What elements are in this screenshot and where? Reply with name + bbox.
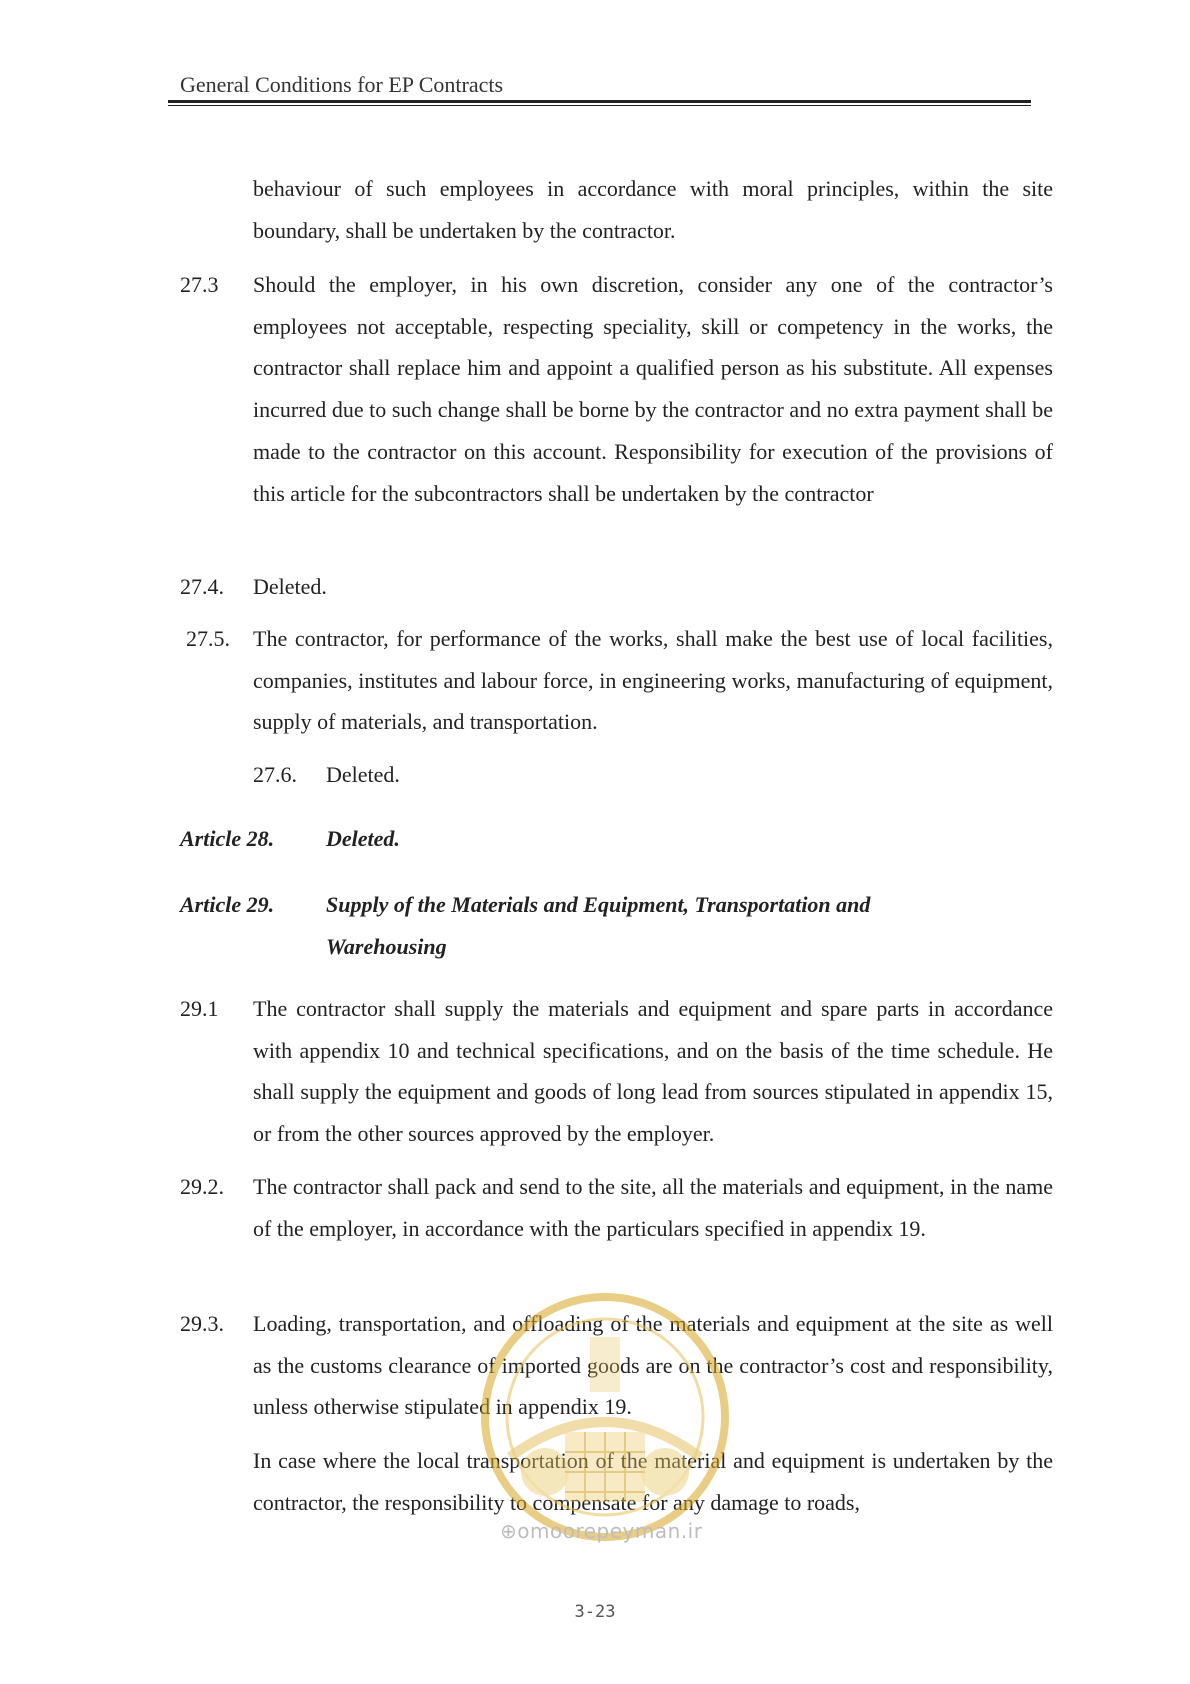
clause-number-29-3: 29.3. [180, 1311, 224, 1336]
clause-29-1-text: The contractor shall supply the materials and equipment and spare parts in accordance with appendix 10 and technical specifications, and on the basis of the time schedule. He shall supply the equipment and goods of long lead from sources stipulated in appendix 15, or from the other sources approved by the employer. [253, 996, 1053, 1147]
clause-27-4-text: Deleted. [253, 574, 327, 599]
clause-29-3-continued: In case where the local transportation of the material and equipment is undertaken by the contractor, the responsibility to compensate for any damage to roads, [253, 1448, 1053, 1515]
article-28-title: Deleted. [326, 826, 400, 851]
watermark-website [500, 1519, 702, 1543]
header-rule [168, 100, 1031, 103]
continued-paragraph: behaviour of such employees in accordance with moral principles, within the site boundary, shall be undertaken by the contractor. [253, 176, 1053, 243]
article-28-label: Article 28. [180, 826, 275, 851]
watermark-site-text: omoorepeyman.ir [517, 1519, 703, 1543]
clause-number-29-2: 29.2. [180, 1174, 224, 1199]
clause-number-27-5: 27.5. [186, 626, 230, 651]
clause-number-27-3: 27.3 [180, 272, 219, 297]
clause-number-27-4: 27.4. [180, 574, 224, 599]
header-rule-thin [168, 105, 1031, 106]
clause-27-5-text: The contractor, for performance of the works, shall make the best use of local facilities, companies, institutes and labour force, in engineering works, manufacturing of equipment, supply of materials, and transportation. [253, 626, 1053, 735]
clause-29-3-text: Loading, transportation, and offloading of the materials and equipment at the site as well as the customs clearance of imported goods are on the contractor’s cost and responsibility, unless otherwise stipulated in appendix 19. [253, 1311, 1053, 1420]
globe-icon: ⊕ [500, 1519, 518, 1543]
article-29-title: Supply of the Materials and Equipment, Transportation and Warehousing [326, 892, 871, 959]
clause-27-6-text: Deleted. [326, 762, 400, 787]
clause-number-27-6: 27.6. [253, 762, 297, 787]
clause-27-3-text: Should the employer, in his own discretion, consider any one of the contractor’s employees not acceptable, respecting speciality, skill or competency in the works, the contractor shall replace him and appoint a qualified person as his substitute. All expenses incurred due to such change shall be borne by the contractor and no extra payment shall be made to the contractor on this account. Responsibility for execution of the provisions of this article for the subcontractors shall be undertaken by the contractor [253, 272, 1053, 506]
clause-29-2-text: The contractor shall pack and send to the site, all the materials and equipment, in the name of the employer, in accordance with the particulars specified in appendix 19. [253, 1174, 1053, 1241]
clause-number-29-1: 29.1 [180, 996, 219, 1021]
page-header-title: General Conditions for EP Contracts [180, 72, 504, 97]
page-number: 3-23 [574, 1602, 616, 1622]
article-29-label: Article 29. [180, 892, 275, 917]
